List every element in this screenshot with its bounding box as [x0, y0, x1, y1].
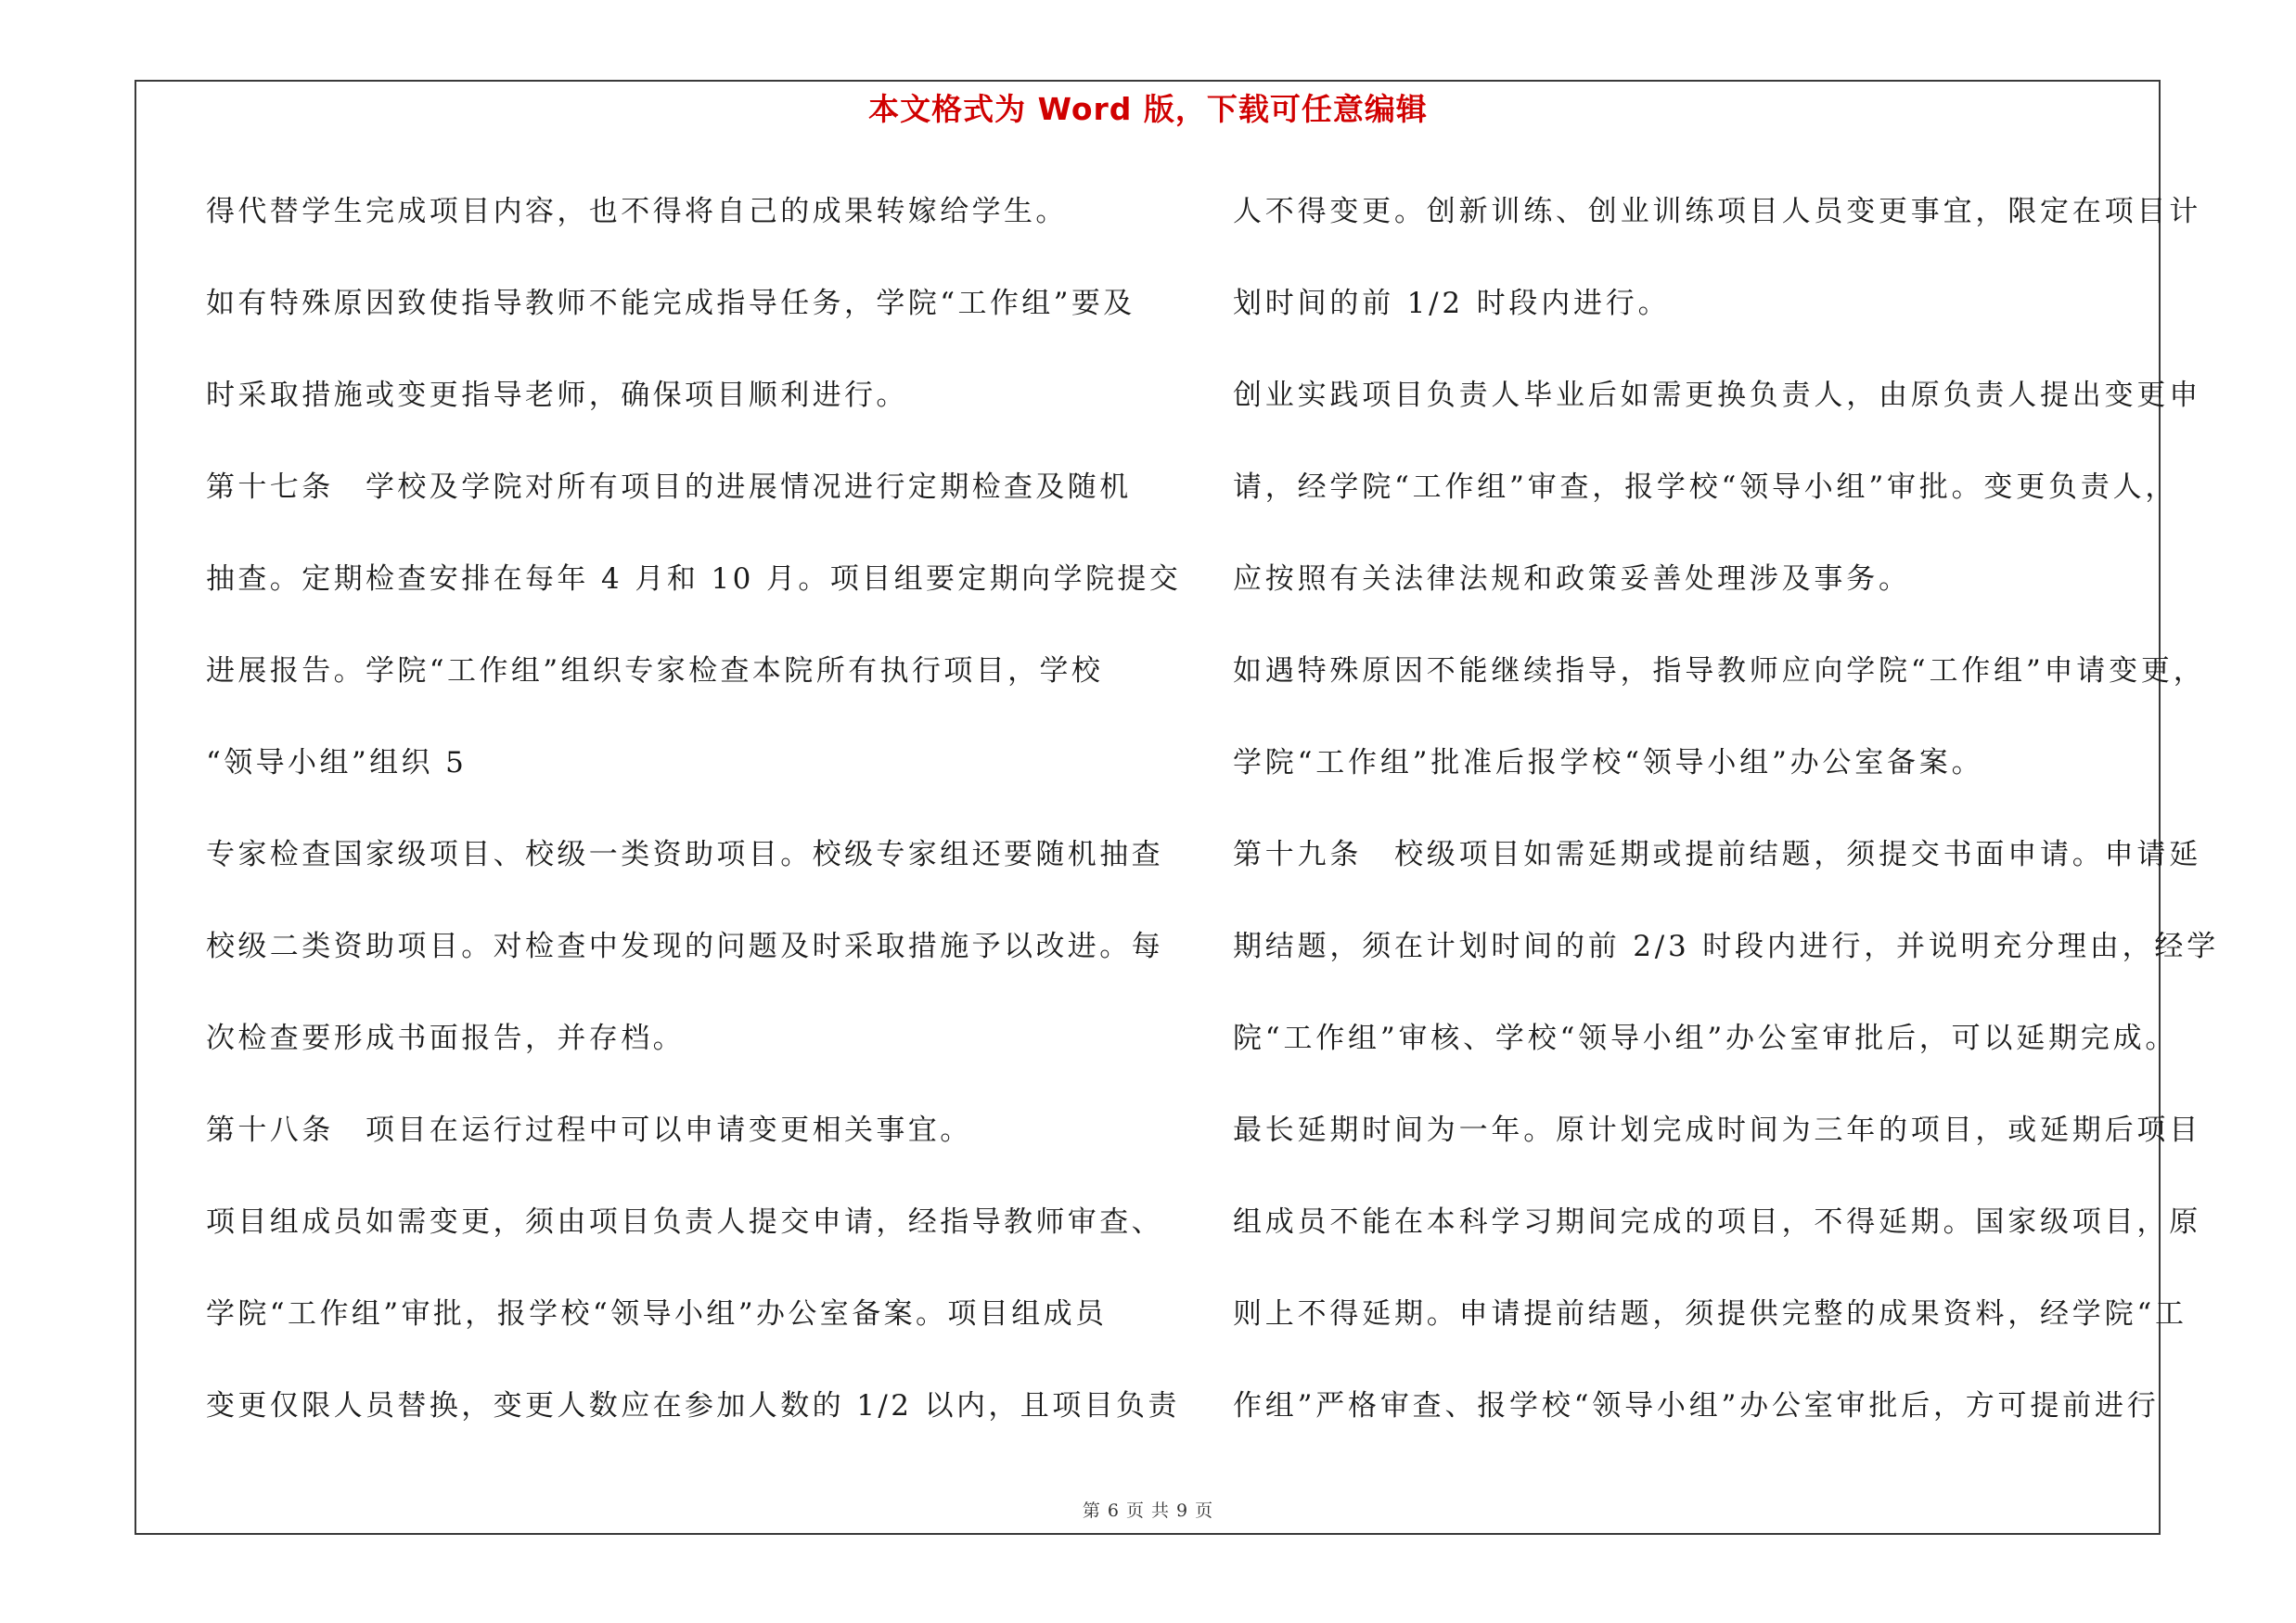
text-line: 作组”严格审查、报学校“领导小组”办公室审批后，方可提前进行: [1233, 1389, 2160, 1423]
text-line: 组成员不能在本科学习期间完成的项目，不得延期。国家级项目，原: [1233, 1205, 2201, 1239]
text-line: 创业实践项目负责人毕业后如需更换负责人，由原负责人提出变更申: [1233, 379, 2201, 412]
left-column: [206, 181, 1182, 1467]
text-line: 次检查要形成书面报告，并存档。: [206, 1022, 685, 1055]
text-line: 最长延期时间为一年。原计划完成时间为三年的项目，或延期后项目: [1233, 1114, 2201, 1147]
text-line: 校级二类资助项目。对检查中发现的问题及时采取措施予以改进。每: [206, 930, 1163, 963]
text-line: 抽查。定期检查安排在每年 4 月和 10 月。项目组要定期向学院提交: [206, 562, 1182, 596]
text-line: 期结题，须在计划时间的前 2/3 时段内进行，并说明充分理由，经学: [1233, 930, 2219, 963]
right-column: [1233, 181, 2219, 1467]
text-line: 应按照有关法律法规和政策妥善处理涉及事务。: [1233, 562, 1911, 596]
text-line: 如有特殊原因致使指导教师不能完成指导任务，学院“工作组”要及: [206, 287, 1135, 320]
text-line: 时采取措施或变更指导老师，确保项目顺利进行。: [206, 379, 908, 412]
text-line: 专家检查国家级项目、校级一类资助项目。校级专家组还要随机抽查: [206, 838, 1163, 871]
text-line: 划时间的前 1/2 时段内进行。: [1233, 287, 1671, 320]
text-line: 学院“工作组”审批，报学校“领导小组”办公室备案。项目组成员: [206, 1297, 1108, 1331]
text-line: 则上不得延期。申请提前结题，须提供完整的成果资料，经学院“工: [1233, 1297, 2187, 1331]
text-line: 人不得变更。创新训练、创业训练项目人员变更事宜，限定在项目计: [1233, 195, 2201, 228]
text-line: “领导小组”组织 5: [206, 746, 468, 779]
text-line: 第十八条 项目在运行过程中可以申请变更相关事宜。: [206, 1114, 972, 1147]
text-line: 院“工作组”审核、学校“领导小组”办公室审批后，可以延期完成。: [1233, 1022, 2178, 1055]
text-line: 第十九条 校级项目如需延期或提前结题，须提交书面申请。申请延: [1233, 838, 2201, 871]
text-line: 请，经学院“工作组”审查，报学校“领导小组”审批。变更负责人，: [1233, 470, 2178, 504]
text-line: 项目组成员如需变更，须由项目负责人提交申请，经指导教师审查、: [206, 1205, 1163, 1239]
text-line: 变更仅限人员替换，变更人数应在参加人数的 1/2 以内，且项目负责: [206, 1389, 1180, 1423]
text-line: 进展报告。学院“工作组”组织专家检查本院所有执行项目，学校: [206, 654, 1104, 688]
text-line: 学院“工作组”批准后报学校“领导小组”办公室备案。: [1233, 746, 1984, 779]
text-line: 第十七条 学校及学院对所有项目的进展情况进行定期检查及随机: [206, 470, 1132, 504]
text-line: 得代替学生完成项目内容，也不得将自己的成果转嫁给学生。: [206, 195, 1068, 228]
page-number: 第 6 页 共 9 页: [1082, 1501, 1214, 1521]
header-banner: 本文格式为 Word 版，下载可任意编辑: [868, 91, 1428, 127]
text-line: 如遇特殊原因不能继续指导，指导教师应向学院“工作组”申请变更，: [1233, 654, 2206, 688]
